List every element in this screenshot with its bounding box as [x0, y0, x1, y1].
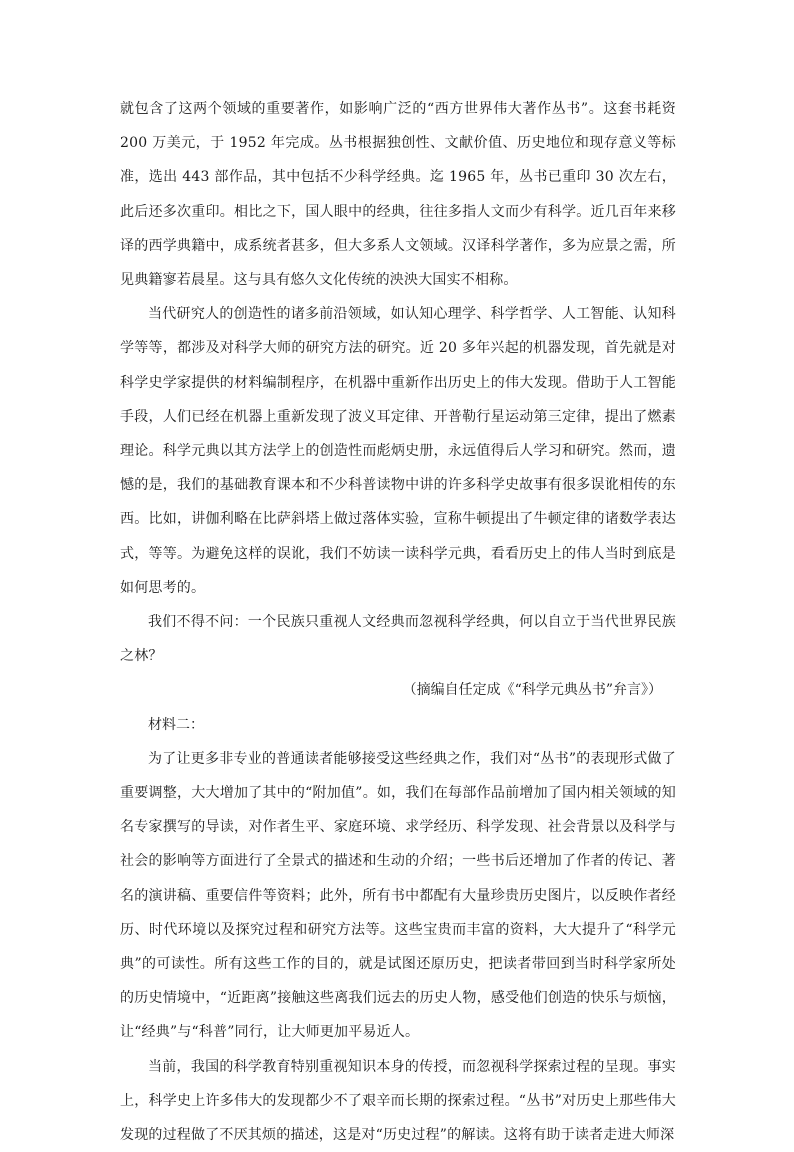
section-label: 材料二：	[148, 716, 204, 733]
paragraph-4: 为了让更多非专业的普通读者能够接受这些经典之作，我们对“丛书”的表现形式做了重要调整，大大增加了其中的“附加值”。如，我们在每部作品前增加了国内相关领域的知名专家撰写的导读，对作者生平、家庭环境、求学经历、科学发现、社会背景以及科学与社会的影响等方面进行了全景式的描述和生动的介绍；一些书后还增加了作者的传记、著名的演讲稿、重要信件等资料；此外，所有书中都配有大量珍贵历史图片，以反映作者经历、时代环境以及探究过程和研究方法等。这些宝贵而丰富的资料，大大提升了“科学元典”的可读性。所有这些工作的目的，就是试图还原历史，把读者带回到当时科学家所处的历史情境中，“近距离”接触这些离我们远去的历史人物，感受他们创造的快乐与烦恼，让“经典”与“科普”同行，让大师更加平易近人。	[120, 750, 676, 1041]
paragraph-1: 就包含了这两个领域的重要著作，如影响广泛的“西方世界伟大著作丛书”。这套书耗资 200 万美元，于 1952 年完成。丛书根据独创性、文献价值、历史地位和现存意义等标准，选出 443 部作品，其中包括不少科学经典。迄 1965 年，丛书已重印 30 次左右，此后还多次重印。相比之下，国人眼中的经典，往往多指人文而少有科学。近几百年来移译的西学典籍中，成系统者甚多，但大多系人文领域。汉译科学著作，多为应景之需，所见典籍寥若晨星。这与具有悠久文化传统的泱泱大国实不相称。	[120, 101, 676, 289]
paragraph-3: 我们不得不问：一个民族只重视人文经典而忽视科学经典，何以自立于当代世界民族之林？	[120, 614, 676, 665]
paragraph-5: 当前，我国的科学教育特别重视知识本身的传授，而忽视科学探索过程的呈现。事实上，科学史上许多伟大的发现都少不了艰辛而长期的探索过程。“丛书”对历史上那些伟大发现的过程做了不厌其烦的描述，这是对“历史过程”的解读。这将有助于读者走进大师深	[120, 1058, 676, 1144]
citation: （摘编自任定成《“科学元典丛书”弁言》）	[402, 682, 662, 699]
document-page	[120, 92, 676, 1152]
paragraph-2: 当代研究人的创造性的诸多前沿领域，如认知心理学、科学哲学、人工智能、认知科学等等，都涉及对科学大师的研究方法的研究。近 20 多年兴起的机器发现，首先就是对科学史学家提供的材料编制程序，在机器中重新作出历史上的伟大发现。借助于人工智能手段，人们已经在机器上重新发现了波义耳定律、开普勒行星运动第三定律，提出了燃素理论。科学元典以其方法学上的创造性而彪炳史册，永远值得后人学习和研究。然而，遗憾的是，我们的基础教育课本和不少科普读物中讲的许多科学史故事有很多误讹相传的东西。比如，讲伽利略在比萨斜塔上做过落体实验，宣称牛顿提出了牛顿定律的诸数学表达式，等等。为避免这样的误讹，我们不妨读一读科学元典，看看历史上的伟人当时到底是如何思考的。	[120, 306, 676, 596]
